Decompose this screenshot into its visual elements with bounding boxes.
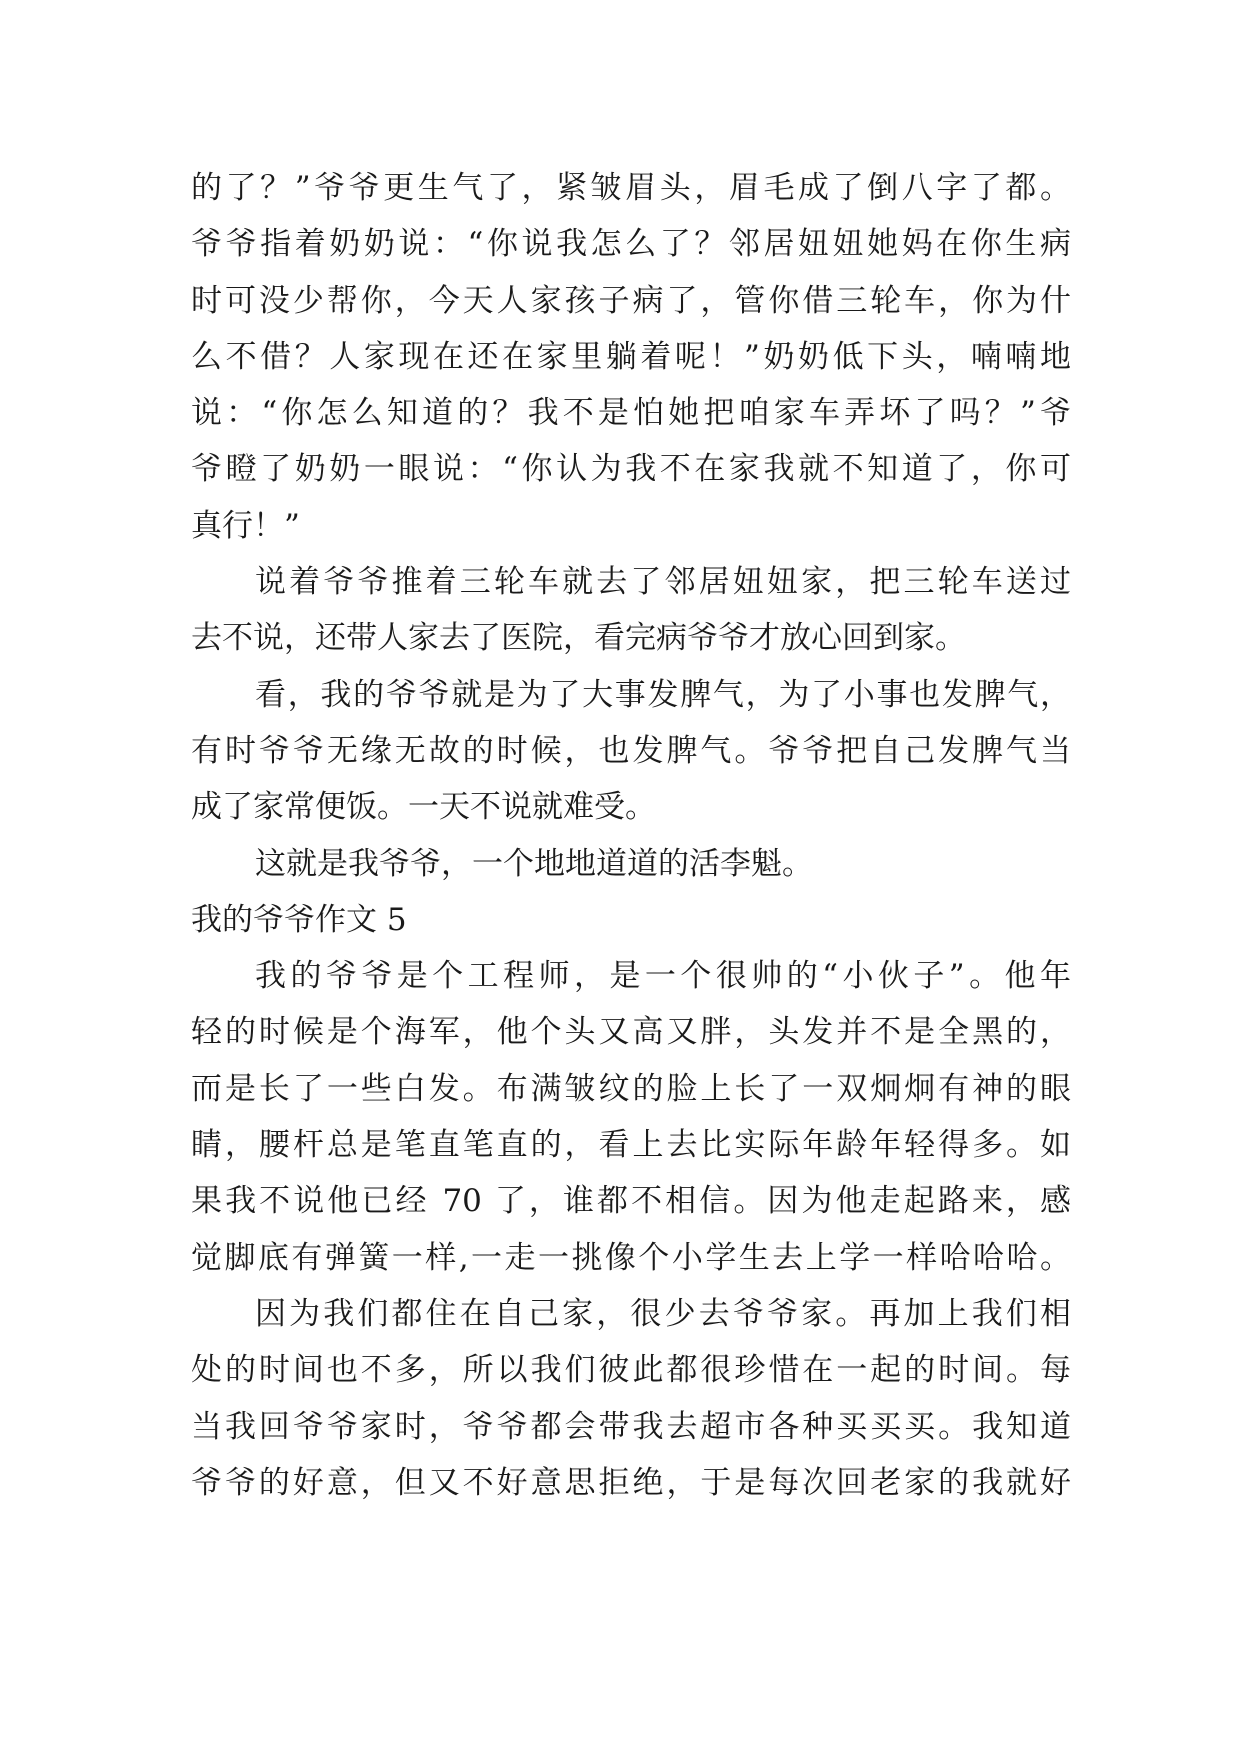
text-line: 么不借？人家现在还在家里躺着呢！”奶奶低下头，喃喃地	[191, 338, 1071, 375]
text-line: 因为我们都住在自己家，很少去爷爷家。再加上我们相	[255, 1295, 1071, 1332]
text-line: 看，我的爷爷就是为了大事发脾气，为了小事也发脾气，	[255, 676, 1071, 713]
text-line: 处的时间也不多，所以我们彼此都很珍惜在一起的时间。每	[191, 1352, 1071, 1389]
text-line: 而是长了一些白发。布满皱纹的脸上长了一双炯炯有神的眼	[191, 1070, 1071, 1107]
text-line: 成了家常便饭。一天不说就难受。	[191, 789, 656, 826]
text-line: 的了？”爷爷更生气了，紧皱眉头，眉毛成了倒八字了都。	[191, 170, 1071, 206]
text-line: 有时爷爷无缘无故的时候，也发脾气。爷爷把自己发脾气当	[191, 732, 1071, 769]
paragraph	[191, 667, 1071, 836]
text-line: 爷瞪了奶奶一眼说：“你认为我不在家我就不知道了，你可	[191, 451, 1071, 488]
text-line: 这就是我爷爷，一个地地道道的活李魁。	[255, 845, 813, 882]
text-line: 睛，腰杆总是笔直笔直的，看上去比实际年龄年轻得多。如	[191, 1127, 1071, 1164]
text-line: 轻的时候是个海军，他个头又高又胖，头发并不是全黑的，	[191, 1014, 1071, 1051]
section-heading: 我的爷爷作文 5	[191, 901, 407, 938]
paragraph	[191, 160, 1071, 554]
text-line: 真行！”	[191, 507, 300, 544]
text-line: 去不说，还带人家去了医院，看完病爷爷才放心回到家。	[191, 620, 966, 657]
text-line: 爷爷的好意，但又不好意思拒绝，于是每次回老家的我就好	[191, 1464, 1071, 1501]
text-line: 爷爷指着奶奶说：“你说我怎么了？邻居妞妞她妈在你生病	[191, 226, 1071, 263]
text-line: 说：“你怎么知道的？我不是怕她把咱家车弄坏了吗？”爷	[191, 395, 1071, 432]
text-line: 觉脚底有弹簧一样,一走一挑像个小学生去上学一样哈哈哈。	[191, 1239, 1071, 1276]
essay-body	[191, 160, 1071, 1511]
text-line: 我的爷爷是个工程师，是一个很帅的“小伙子”。他年	[255, 958, 1071, 995]
paragraph	[191, 948, 1071, 1286]
text-line: 说着爷爷推着三轮车就去了邻居妞妞家，把三轮车送过	[255, 564, 1071, 601]
text-line: 当我回爷爷家时，爷爷都会带我去超市各种买买买。我知道	[191, 1408, 1071, 1445]
paragraph	[191, 836, 1071, 892]
paragraph	[191, 554, 1071, 667]
text-line: 果我不说他已经 70 了，谁都不相信。因为他走起路来，感	[191, 1183, 1071, 1220]
text-line: 时可没少帮你，今天人家孩子病了，管你借三轮车，你为什	[191, 282, 1071, 319]
paragraph	[191, 1286, 1071, 1511]
